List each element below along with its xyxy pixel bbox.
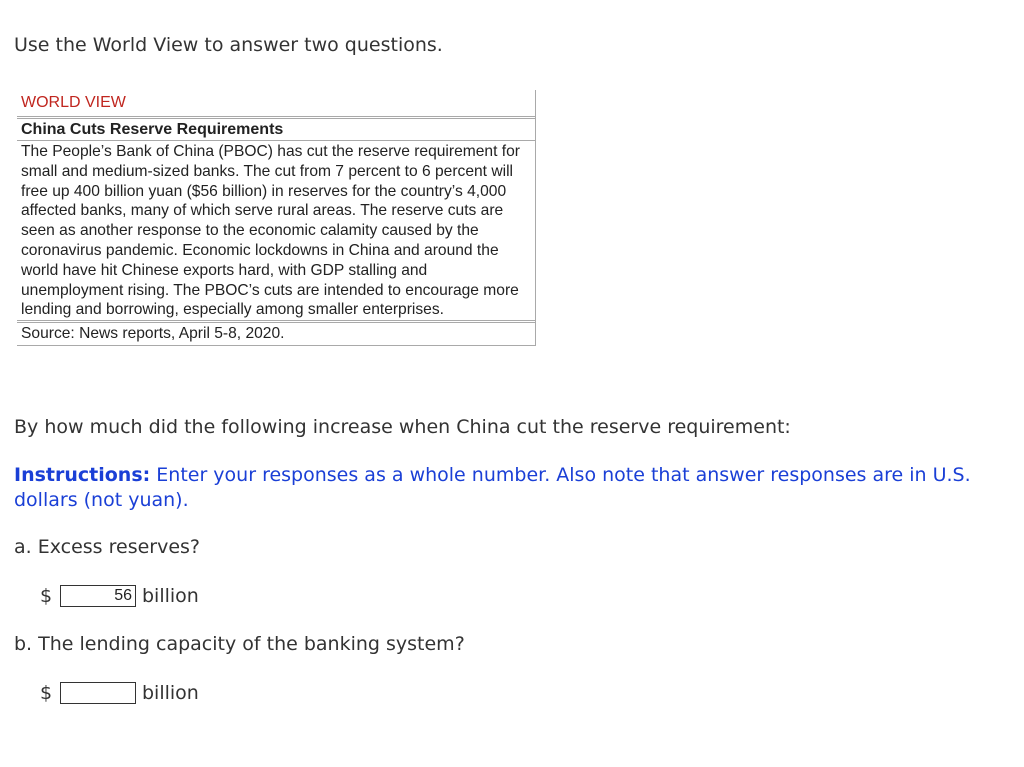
instructions <box>14 463 1004 513</box>
currency-symbol: $ <box>40 585 53 607</box>
world-view-body: The People’s Bank of China (PBOC) has cut the reserve requirement for small and medium-sized banks. The cut from 7 percent to 6 percent will free up 400 billion yuan ($56 billion) in reserves for the country’s 4,000 affected banks, many of which serve rural areas. The reserve cuts are seen as another response to the economic calamity caused by the coronavirus pandemic. Economic lockdowns in China and around the world have hit Chinese exports hard, with GDP stalling and unemployment rising. The PBOC’s cuts are intended to encourage more lending and borrowing, especially among smaller enterprises. <box>17 141 535 321</box>
world-view-label: WORLD VIEW <box>17 90 535 117</box>
currency-symbol: $ <box>40 682 53 704</box>
unit-label: billion <box>142 682 199 704</box>
unit-label: billion <box>142 585 199 607</box>
world-view-box <box>17 90 536 346</box>
world-view-title: China Cuts Reserve Requirements <box>17 118 535 141</box>
lending-capacity-input[interactable] <box>60 682 136 704</box>
question-a: a. Excess reserves? <box>14 536 201 558</box>
excess-reserves-input[interactable] <box>60 585 136 607</box>
answer-row-a <box>40 583 199 609</box>
question-prompt: By how much did the following increase when China cut the reserve requirement: <box>14 416 791 438</box>
instructions-label: Instructions: <box>14 464 151 486</box>
instructions-text: Enter your responses as a whole number. Also note that answer responses are in U.S. dollars (not yuan). <box>14 464 971 511</box>
question-b: b. The lending capacity of the banking system? <box>14 633 465 655</box>
intro-text: Use the World View to answer two questions. <box>14 34 443 56</box>
world-view-source: Source: News reports, April 5-8, 2020. <box>17 322 535 345</box>
answer-row-b <box>40 680 199 706</box>
